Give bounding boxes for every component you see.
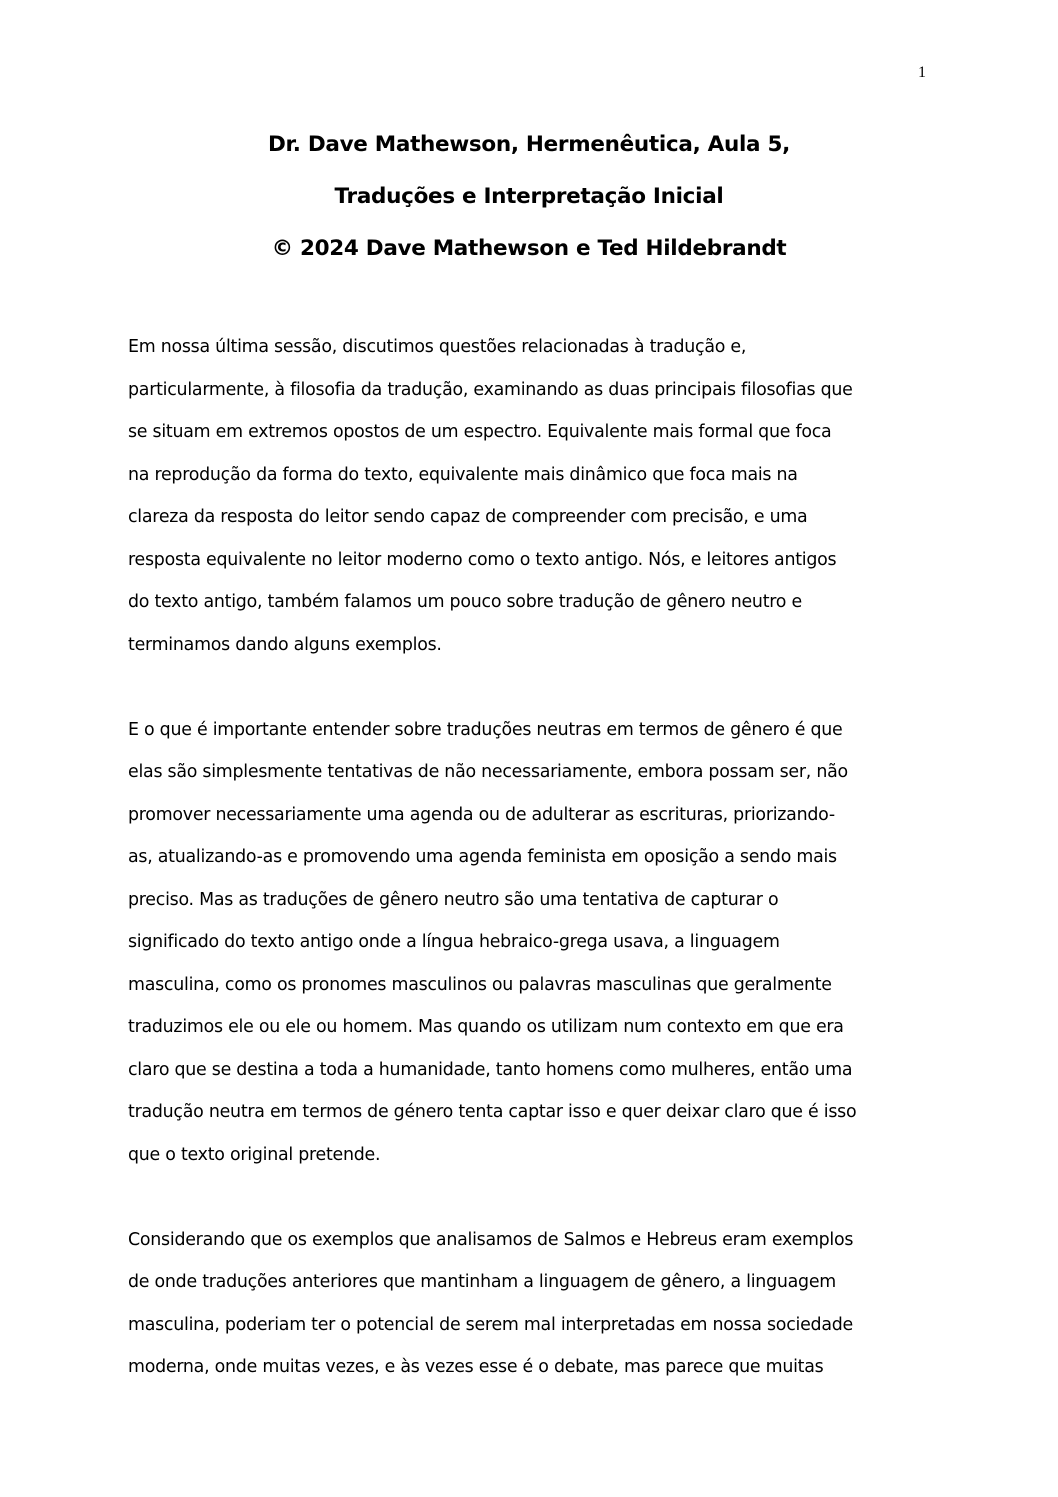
text-line: na reprodução da forma do texto, equivalente mais dinâmico que foca mais na <box>128 464 798 485</box>
text-line: resposta equivalente no leitor moderno como o texto antigo. Nós, e leitores antigos <box>128 549 837 570</box>
page-number: 1 <box>918 64 926 81</box>
text-line: Em nossa última sessão, discutimos questões relacionadas à tradução e, <box>128 337 747 357</box>
text-line: E o que é importante entender sobre traduções neutras em termos de gênero é que <box>128 719 843 740</box>
text-line: de onde traduções anteriores que mantinham a linguagem de gênero, a linguagem <box>128 1272 836 1292</box>
title-line-2: Traduções e Interpretação Inicial <box>334 184 724 209</box>
title-line-1: Dr. Dave Mathewson, Hermenêutica, Aula 5, <box>268 132 790 157</box>
text-line: elas são simplesmente tentativas de não necessariamente, embora possam ser, não <box>128 762 848 782</box>
paragraph-3 <box>128 1219 938 1389</box>
paragraph-1 <box>128 326 938 666</box>
body-text <box>128 326 938 1431</box>
text-line: significado do texto antigo onde a língua hebraico-grega usava, a linguagem <box>128 932 780 952</box>
text-line: moderna, onde muitas vezes, e às vezes esse é o debate, mas parece que muitas <box>128 1357 824 1377</box>
text-line: as, atualizando-as e promovendo uma agenda feminista em oposição a sendo mais <box>128 847 837 867</box>
document-title <box>0 130 1058 286</box>
text-line: masculina, como os pronomes masculinos ou palavras masculinas que geralmente <box>128 974 832 995</box>
text-line: do texto antigo, também falamos um pouco sobre tradução de gênero neutro e <box>128 592 802 612</box>
text-line: traduzimos ele ou ele ou homem. Mas quando os utilizam num contexto em que era <box>128 1017 844 1037</box>
text-line: que o texto original pretende. <box>128 1144 381 1165</box>
text-line: masculina, poderiam ter o potencial de serem mal interpretadas em nossa sociedade <box>128 1314 853 1335</box>
paragraph-2 <box>128 709 938 1177</box>
text-line: promover necessariamente uma agenda ou de adulterar as escrituras, priorizando- <box>128 804 835 825</box>
text-line: claro que se destina a toda a humanidade, tanto homens como mulheres, então uma <box>128 1059 853 1080</box>
text-line: preciso. Mas as traduções de gênero neutro são uma tentativa de capturar o <box>128 889 779 910</box>
title-line-3: © 2024 Dave Mathewson e Ted Hildebrandt <box>271 236 787 261</box>
text-line: tradução neutra em termos de género tenta captar isso e quer deixar claro que é isso <box>128 1102 857 1122</box>
text-line: se situam em extremos opostos de um espectro. Equivalente mais formal que foca <box>128 422 832 442</box>
text-line: clareza da resposta do leitor sendo capaz de compreender com precisão, e uma <box>128 507 808 527</box>
text-line: particularmente, à filosofia da tradução, examinando as duas principais filosofias que <box>128 379 853 400</box>
text-line: terminamos dando alguns exemplos. <box>128 634 442 655</box>
text-line: Considerando que os exemplos que analisamos de Salmos e Hebreus eram exemplos <box>128 1229 854 1250</box>
